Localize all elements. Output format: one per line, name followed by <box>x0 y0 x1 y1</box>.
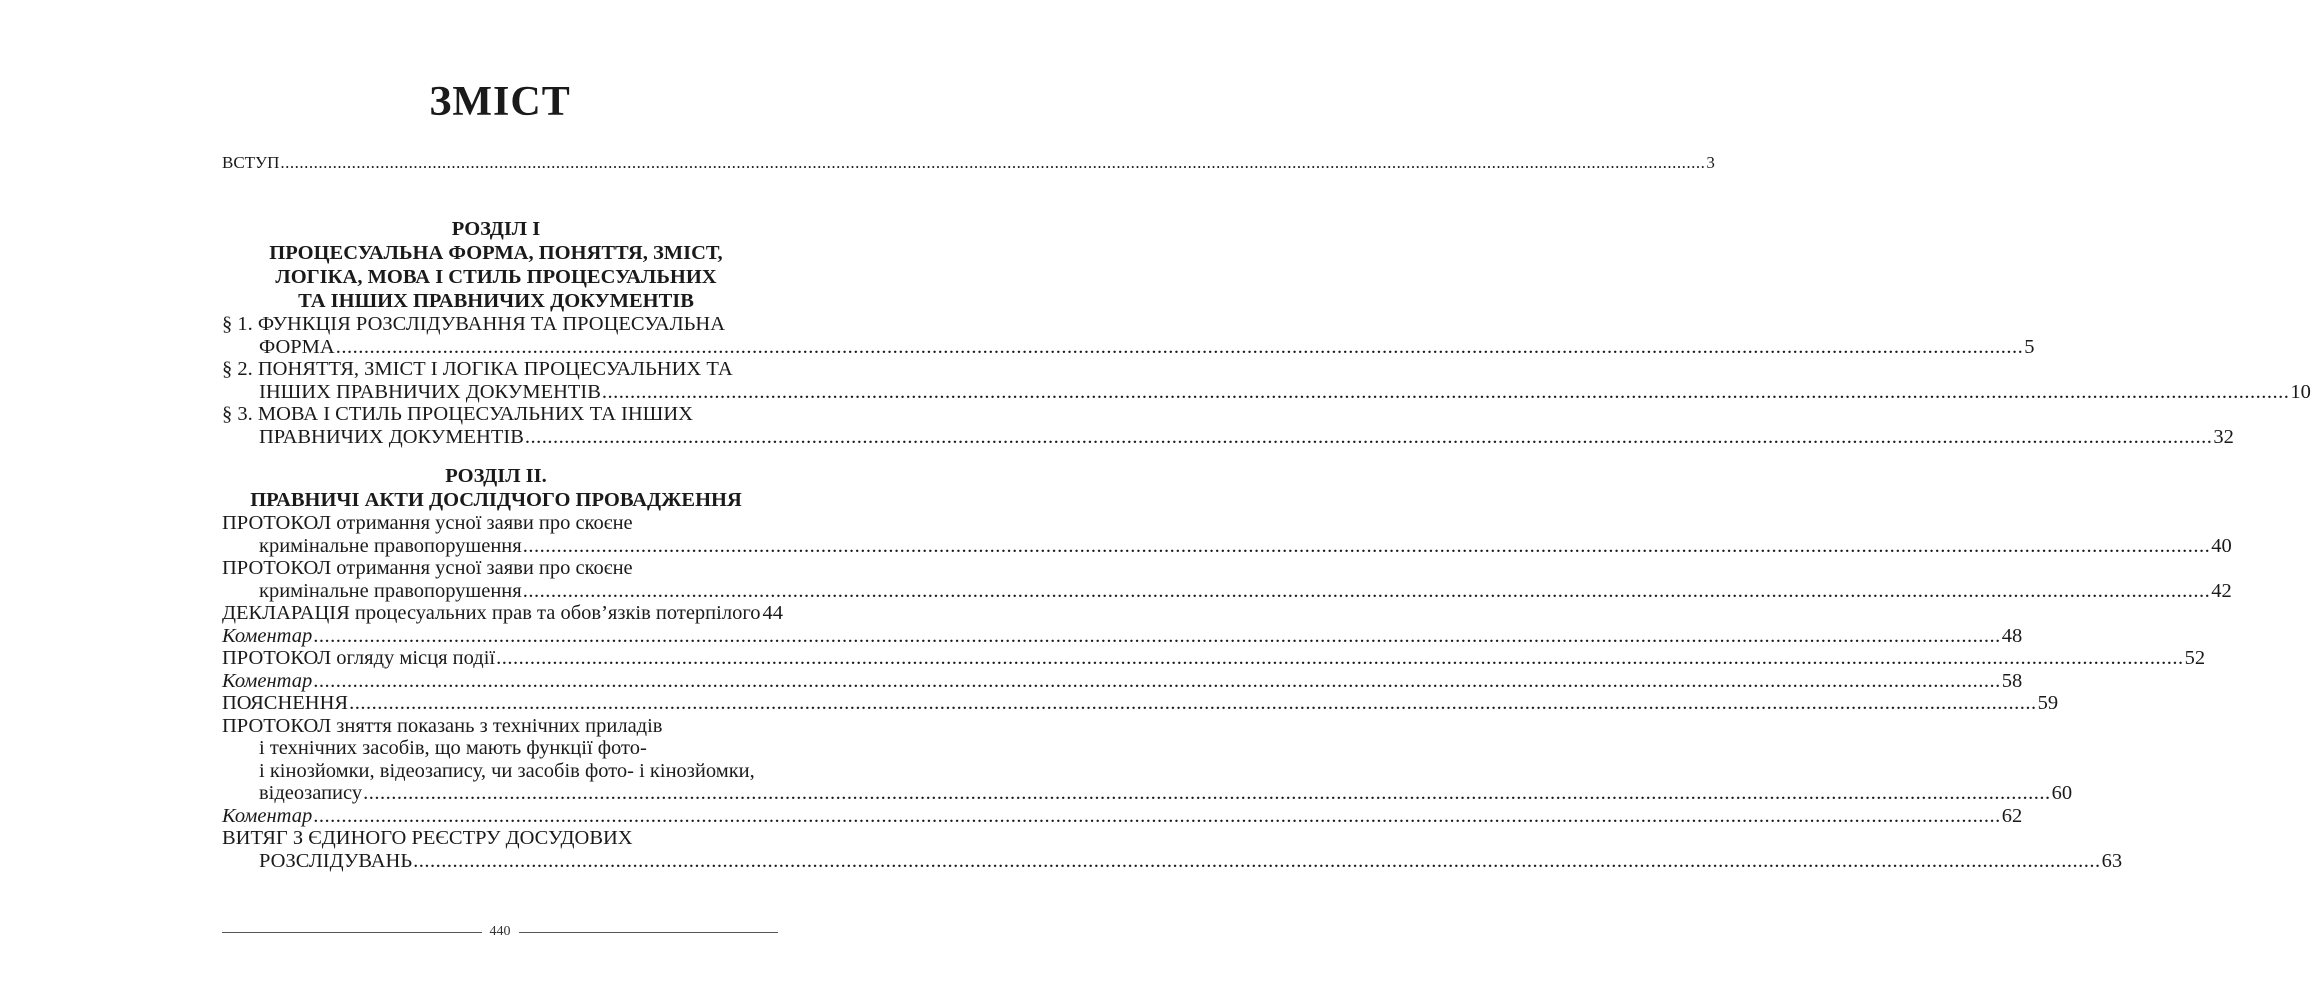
toc-entry <box>222 647 2206 670</box>
toc-entry-page: 58 <box>2001 669 2023 692</box>
toc-intro-page: 3 <box>1706 153 1715 172</box>
dot-leader: ............................................................................................................................................................................................................................................................................................................ <box>524 425 2213 448</box>
toc-entry-line: і кінозйомки, відеозапису, чи засобів фото- і кінозйомки, <box>259 759 755 782</box>
toc-entry-page: 44 <box>762 602 783 624</box>
dot-leader: ............................................................................................................................................................................................................................................................................................................ <box>522 579 2211 602</box>
toc-entry-label: ФОРМА <box>259 335 335 358</box>
toc-entry-label: РОЗСЛІДУВАНЬ <box>259 849 413 872</box>
toc-entry <box>222 669 2023 693</box>
footer-rule-left <box>222 932 482 933</box>
toc-entry-label: ПРАВНИЧИХ ДОКУМЕНТІВ <box>259 425 524 448</box>
toc-entry-line: і технічних засобів, що мають функції фото- <box>259 737 647 759</box>
toc-sections <box>222 217 2311 888</box>
toc-entry-label: відеозапису <box>259 782 363 804</box>
dot-leader: ............................................................................................................................................................................................................................................................................................................ <box>601 380 2290 403</box>
dot-leader: ............................................................................................................................................................................................................................................................................................................ <box>335 335 2024 358</box>
section-heading-line: ПРОЦЕСУАЛЬНА ФОРМА, ПОНЯТТЯ, ЗМІСТ, <box>269 242 723 264</box>
toc-entry <box>222 512 2232 557</box>
toc-entry <box>222 358 2311 403</box>
toc-entry-line: § 1. ФУНКЦІЯ РОЗСЛІДУВАННЯ ТА ПРОЦЕСУАЛЬНА <box>222 313 726 335</box>
toc-entry-label: ДЕКЛАРАЦІЯ процесуальних прав та обов’язків потерпілого <box>222 602 761 624</box>
toc-entry-label: Коментар <box>222 669 313 692</box>
section-heading-line: ЛОГІКА, МОВА І СТИЛЬ ПРОЦЕСУАЛЬНИХ <box>275 266 717 288</box>
dot-leader: ............................................................................................................................................................................................................................................................................................................ <box>280 153 1706 172</box>
dot-leader: ............................................................................................................................................................................................................................................................................................................ <box>496 647 2184 669</box>
toc-entry-page: 63 <box>2101 849 2123 872</box>
section-heading-line: ТА ІНШИХ ПРАВНИЧИХ ДОКУМЕНТІВ <box>298 290 694 312</box>
dot-leader: ............................................................................................................................................................................................................................................................................................................ <box>313 804 2001 827</box>
toc-entry-line: ПРОТОКОЛ зняття показань з технічних приладів <box>222 714 663 737</box>
toc-section <box>222 217 2311 448</box>
toc-entry <box>222 313 2035 358</box>
toc-entry-line: § 3. МОВА І СТИЛЬ ПРОЦЕСУАЛЬНИХ ТА ІНШИХ <box>222 403 693 425</box>
dot-leader: ............................................................................................................................................................................................................................................................................................................ <box>313 624 2001 647</box>
toc-entry <box>222 804 2023 828</box>
toc-entry <box>222 692 2059 715</box>
page-title: ЗМІСТ <box>429 79 571 125</box>
toc-entry <box>222 714 2073 805</box>
toc-entry <box>222 827 2123 872</box>
toc-entry-page: 32 <box>2213 425 2234 448</box>
toc-section <box>222 464 2232 872</box>
toc-entry-label: ПРОТОКОЛ огляду місця події <box>222 647 496 669</box>
toc-entry-label: кримінальне правопорушення <box>259 534 522 557</box>
toc-entry-page: 59 <box>2037 692 2059 714</box>
section-heading-line: РОЗДІЛ ІІ. <box>445 465 547 487</box>
toc-entry-line: § 2. ПОНЯТТЯ, ЗМІСТ І ЛОГІКА ПРОЦЕСУАЛЬНИХ ТА <box>222 358 733 380</box>
section-heading <box>222 217 770 313</box>
dot-leader: ............................................................................................................................................................................................................................................................................................................ <box>349 692 2037 714</box>
toc-entry-label: ПОЯСНЕННЯ <box>222 692 349 714</box>
toc-intro <box>222 153 1715 173</box>
toc-entry <box>222 624 2023 648</box>
page-number: 440 <box>489 924 511 939</box>
page-footer <box>222 924 778 940</box>
section-heading-line: РОЗДІЛ І <box>451 218 541 240</box>
toc-intro-label: ВСТУП <box>222 153 280 172</box>
toc-entry-label: кримінальне правопорушення <box>259 579 522 602</box>
toc-entry <box>222 602 783 625</box>
toc-entry-label: ІНШИХ ПРАВНИЧИХ ДОКУМЕНТІВ <box>259 380 601 403</box>
toc-entry-page: 48 <box>2001 624 2023 647</box>
toc-entry-label: Коментар <box>222 804 313 827</box>
dot-leader: ............................................................................................................................................................................................................................................................................................................ <box>413 849 2101 872</box>
toc-entry-label: Коментар <box>222 624 313 647</box>
toc-entry-line: ПРОТОКОЛ отримання усної заяви про скоєне <box>222 512 633 534</box>
dot-leader: ............................................................................................................................................................................................................................................................................................................ <box>313 669 2001 692</box>
toc-entry-line: ВИТЯГ З ЄДИНОГО РЕЄСТРУ ДОСУДОВИХ <box>222 827 633 849</box>
section-heading <box>222 464 770 512</box>
toc-entry-page: 62 <box>2001 804 2023 827</box>
toc-entry-page: 5 <box>2024 335 2035 358</box>
toc-entry-page: 42 <box>2211 579 2232 602</box>
toc-entry-page: 60 <box>2051 782 2073 804</box>
toc-entry-page: 10 <box>2290 380 2311 403</box>
toc-entry <box>222 557 2232 602</box>
toc-entry-page: 52 <box>2184 647 2206 669</box>
toc-entry-page: 40 <box>2211 534 2232 557</box>
toc-entry-line: ПРОТОКОЛ отримання усної заяви про скоєне <box>222 557 633 579</box>
dot-leader: ............................................................................................................................................................................................................................................................................................................ <box>522 534 2211 557</box>
toc-entry <box>222 403 2234 448</box>
footer-rule-right <box>519 932 779 933</box>
dot-leader: ............................................................................................................................................................................................................................................................................................................ <box>363 782 2051 804</box>
section-heading-line: ПРАВНИЧІ АКТИ ДОСЛІДЧОГО ПРОВАДЖЕННЯ <box>250 489 742 511</box>
